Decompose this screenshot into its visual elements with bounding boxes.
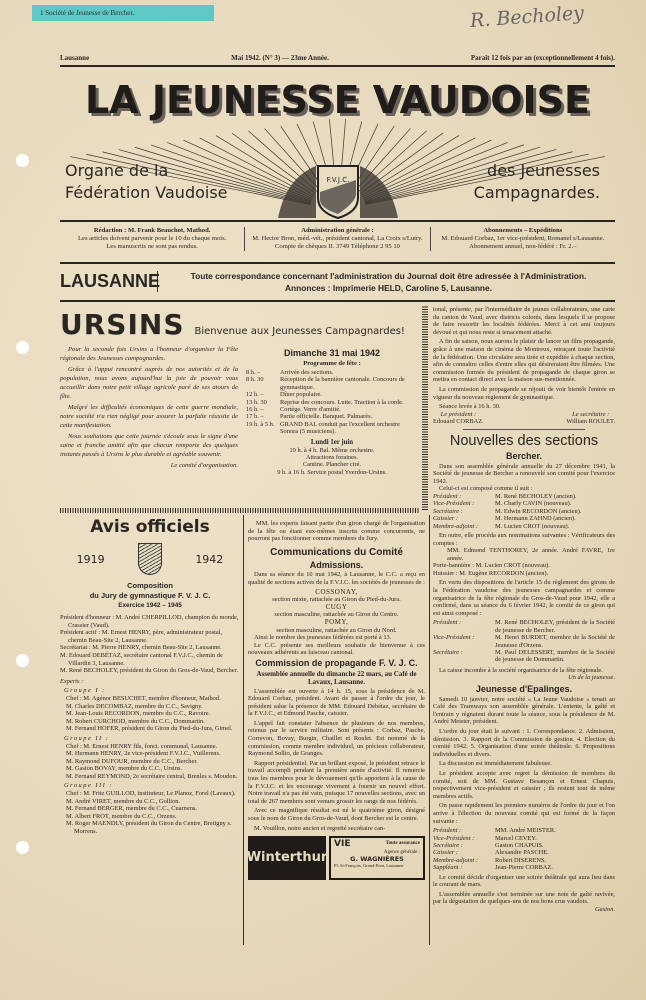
binder-hole: [16, 154, 29, 167]
committee-role: Vice-Président :: [433, 634, 475, 642]
committee-member: Alexandre PASCHE.: [495, 849, 549, 857]
committee-member: M. Hermann ZAHND (ancien).: [495, 515, 576, 523]
info-bar: [60, 227, 615, 251]
masthead-title: LA JEUNESSE VAUDOISE: [84, 78, 591, 122]
expert-entry: M. Fernand REYMOND, 2e secrétaire central, Brenles s. Moudon.: [66, 772, 238, 780]
paragraph: Le président accepte avec regret la démission de membres du comité, soit de MM. Gustave Besançon et Ernest Chapuis, respectivement vice-président et caissier ; ils restent tout de même membres actifs.: [433, 770, 615, 800]
committee-row: [433, 649, 615, 664]
program-item: Reprise des concours. Lutte. Traction à la corde.: [280, 398, 404, 406]
committee-role: Président :: [433, 827, 462, 835]
expert-entry: Chef : M. Ernest HENRY fils, fonct. communal, Lausanne.: [66, 742, 218, 750]
program-time: 8 h. 30: [246, 376, 264, 384]
paragraph: Celui-ci est composé comme il suit :: [439, 485, 533, 493]
expert-entry: M. Raymond DUFOUR, membre du C.C., Bercher.: [66, 757, 198, 765]
program-line: 19 h. à 4 h. Bal. Même orchestre.: [289, 446, 375, 454]
committee-row: [433, 634, 615, 649]
ad-address: Pl. St-François, Grand-Pont, Lausanne: [334, 863, 404, 869]
jury-exercise: Exercice 1942 – 1945: [118, 602, 182, 609]
paragraph: Dans sa séance du 10 mai 1942, à Lausanne, le C.C. a reçu en qualité de sections actives de la F.V.J.C. les sociétés de jeunesses de :: [248, 571, 425, 586]
committee-member: Marcel CEVEY.: [495, 834, 537, 842]
dateline: [60, 54, 615, 62]
expert-entry: Chef : M. Agénor BESUCHET, membre d'honneur, Mathod.: [66, 694, 221, 702]
expert-entry: M. Charles DECOMBAZ, membre du C.C., Savigny.: [66, 702, 203, 710]
paragraph: MM. les experts faisant partie d'un giron chargé de l'organisation de la fête ou étant eux-mêmes inscrits comme concurrents, ne pourront pas fonctionner comme membres du Jury.: [248, 520, 425, 543]
column-rule: [243, 515, 244, 945]
info-line: M. Hector Bron, méd.-vét., président cantonal, La Croix s/Lutry.: [252, 235, 423, 242]
paragraph: Rapport présidentiel. Par un brillant exposé, le président retrace le travail accompli pendant la première année d'activité. Il remercie tous les membres pour le dévouement qu'ils apportent à la cause de la F.V.J.C. et les encourage vivement à fournir un nouvel effort. Notre travail n'a pas été vain, puisque 17 nouvelles sections, avec un total de 267 membres sont venues grossir les rangs de nos fédérés.: [248, 759, 425, 805]
admissions-title: Admissions.: [309, 559, 364, 570]
signature-name: William ROULET.: [566, 418, 615, 426]
paragraph: L'assemblée annuelle s'est terminée sur une note de gaîté ravivée, par la dégustation de quelques-uns de nos bons crus vaudois.: [433, 890, 615, 906]
admissions-list: [248, 589, 425, 635]
jury-entry: M. René BECHOLEY, président du Giron du Gros-de-Vaud, Bercher.: [60, 667, 239, 675]
expert-entry: M. Fernand BERGER, membre du C.C., Cuarnens.: [66, 805, 197, 813]
program-time: 16 h. –: [246, 406, 264, 414]
banner-line: Toute correspondance concernant l'administration du Journal doit être adressée à l'Administration.: [190, 270, 587, 281]
program-line: Attractions foraines.: [305, 454, 359, 462]
paragraph: La commission de propagande se réjouit de voir bientôt l'entrée en vigueur du nouveau règlement de gymnastique.: [433, 385, 615, 401]
jury-entry: Secrétariat : M. Pierre HENRY, chemin Beau-Site 2, Lausanne.: [60, 644, 222, 652]
info-head: Administration générale :: [301, 227, 374, 234]
ursins-article: [60, 308, 418, 476]
committee-row: [433, 500, 615, 507]
program-item: GRAND BAL conduit par l'excellent orchestre Sonora (5 musiciens).: [280, 420, 400, 436]
middle-column: [248, 520, 425, 880]
committee-member: MM. André MEISTER.: [495, 827, 556, 835]
committee-row: [433, 508, 615, 515]
epalinges-committee: [433, 827, 615, 871]
paragraph: tonal, présente, par l'intermédiaire de jeunes collaborateurs, une carte du canton de Vaud, avec districts colorés, dans lesquels il se propose de faire ressortir les localités fédérées. Merci à cet ami toujours dévoué et qui nous reste si tenacement attaché.: [433, 306, 615, 336]
paragraph: Porte-bannière : M. Lucien CROT (nouveau).: [433, 562, 550, 570]
jury-entry: Président d'honneur : M. André CHERPILLOD, champion du monde, Crassier (Vaud).: [60, 614, 239, 629]
paragraph: Avec ce magnifique résultat est né le quatrième giron, désigné sous le nom de Giron du Gros-de-Vaud, dont Bercher est le centre.: [248, 807, 425, 822]
handwritten-signature: R. Becholey: [469, 2, 585, 32]
committee-role: Membre-adjoint :: [433, 856, 479, 864]
program-item: Cortège. Verre d'amitié.: [280, 406, 341, 414]
ad-line: Toute assurance: [385, 841, 420, 847]
ad-vie: VIE: [334, 839, 351, 850]
dateline-issue: Mai 1942. (N° 3) — 23me Année.: [231, 54, 329, 62]
archive-label: 1 Société de Jeunesse de Bercher.: [32, 5, 214, 21]
paragraph: Huissier : M. Eugène RECORDON (ancien).: [433, 569, 549, 577]
committee-role: Vice-Président :: [433, 834, 475, 842]
propaganda-subtitle: Assemblée annuelle du dimanche 22 mars, au Café de Lavaux, Lausanne.: [256, 669, 417, 686]
ursins-subtitle: Bienvenue aux Jeunesses Campagnardes!: [194, 326, 405, 337]
dateline-city: Lausanne: [60, 54, 90, 62]
ursins-program: [246, 345, 418, 476]
committee-row: [433, 849, 615, 856]
program-line: 9 h. à 16 h. Service postal Yverdon-Ursins.: [277, 468, 387, 476]
committee-row: [433, 619, 615, 634]
paragraph: La discussion est immédiatement fabuleuse.: [439, 760, 552, 768]
committee-row: [433, 515, 615, 522]
paragraph: Le comité décide d'organiser une soirée théâtrale qui aura lieu dans le courant de mars.: [433, 873, 615, 889]
jury-entry: Président actif : M. Ernest HENRY, père, administrateur postal, chemin Beau-Site 2, Lausanne.: [60, 629, 223, 644]
year-left: 1919: [76, 552, 105, 566]
program-list: [246, 369, 418, 436]
signoff: Le comité d'organisation.: [170, 462, 238, 469]
masthead-subtitle-right: [455, 160, 600, 204]
info-administration: [245, 227, 430, 251]
admitted-society: POMY,: [324, 617, 349, 626]
ad-agent: G. WAGNIÈRES: [350, 855, 404, 864]
signature-role: Le président :: [440, 410, 477, 418]
committee-member: Gaston CHAPUIS.: [495, 841, 544, 849]
info-line: Compte de chèques II. 3749 Téléphone 2 95 10: [275, 243, 400, 250]
committee-row: [433, 864, 615, 871]
divider: [60, 300, 615, 302]
paragraph: Ainsi le nombre des jeunesses fédérées est porté à 13.: [254, 634, 392, 642]
admitted-society-desc: section mixte, rattachée au Giron du Pied-du-Jura.: [272, 596, 401, 604]
paragraph: Le C.C. présente ses meilleurs souhaits de bienvenue à ces nouveaux adhérents au faisceau cantonal.: [248, 641, 425, 657]
binder-hole: [16, 654, 29, 667]
right-column: [433, 306, 615, 916]
committee-role: Suppléant :: [433, 864, 463, 872]
decorative-vertical-rule: [422, 306, 428, 510]
subtitle-line: des Jeunesses: [487, 161, 600, 180]
subtitle-line: Campagnardes.: [473, 183, 600, 202]
communications-title: Communications du Comité: [270, 546, 403, 558]
info-line: Les articles doivent parvenir pour le 10 du chaque mois.: [78, 235, 227, 242]
logo-text: F.V.J.C.: [326, 176, 350, 184]
committee-member: Jean-Pierre CORBAZ.: [495, 864, 553, 872]
avis-officiels: [60, 517, 240, 836]
propaganda-continued: [433, 306, 615, 430]
info-line: M. Edouard Corbaz, 1er vice-président, Romanel s/Lausanne.: [441, 235, 605, 242]
paragraph: Séance levée à 16 h. 30.: [439, 403, 501, 411]
dateline-frequency: Paraît 12 fois par an (exceptionnellement 4 fois).: [470, 54, 615, 62]
program-time: 19 h. à 5 h.: [246, 420, 275, 428]
paragraph: MM. Edmond TENTHOREY, 2e année. André FAVRE, 1re année.: [447, 547, 615, 562]
paragraph: En vertu des dispositions de l'article 15 du règlement des girons de la Fédération vaudoise des jeunesses campagnardes et comme organisatrice de la fête régionale du Gros-de-Vaud pour 1942, elle a confirmé, dans sa séance du 6 février 1942, le comité de ce giron qui est ainsi composé :: [433, 579, 615, 617]
divider: [60, 65, 615, 67]
admitted-society: CUGY: [325, 602, 348, 611]
propaganda-title: Commission de propagande F. V. J. C.: [255, 657, 418, 668]
paragraph: A fin de saison, nous aurons le plaisir de lancer un film propagande, grâce à une maison de cinéma de Montreux, retraçant toute l'activité de la fédération. Une circulaire sera tirée et expédiée à chaque section, afin de connaître celles d'entre elles qui désireraient être filmées. Une commission formée du président de propagande de chaque giron se mettra en contact direct avec la maison sus-mentionnée.: [433, 338, 615, 384]
committee-member: M. Paul DELESSERT, membre de la Société de jeunesse de Dommartin.: [495, 649, 615, 664]
paragraph: En outre, elle procéda aux nominations suivantes : Vérificateurs des comptes :: [433, 531, 615, 547]
committee-role: Président :: [433, 492, 462, 500]
program-time: 17 h. –: [246, 413, 264, 421]
committee-row: [433, 857, 615, 864]
committee-member: M. René BECHOLEY, président de la Société de jeunesse de Bercher.: [495, 619, 615, 634]
logo-shield-icon: [318, 166, 358, 218]
signature-role: Le secrétaire :: [572, 410, 610, 418]
expert-entry: M. Gaston BOVAY, membre du C.C., Ursins.: [66, 765, 182, 773]
expert-entry: M. Jean-Louis RECORDON, membre du C.C., Ravoire.: [66, 710, 211, 718]
signoff: Un de la jeunesse.: [568, 674, 615, 682]
winterthur-advertisement: [248, 836, 425, 880]
committee-role: Secrétaire :: [433, 649, 463, 657]
program-item: Réception de la bannière cantonale. Concours de gymnastique.: [280, 376, 405, 391]
paragraph: Pour la seconde fois Ursins a l'honneur d'organiser la Fête régionale des Jeunesses campagnardes.: [60, 346, 238, 362]
expert-entry: M. Fernand HOFER, président du Giron du Pied-du-Jura, Gimel.: [66, 725, 233, 733]
binder-hole: [16, 841, 29, 854]
shield-icon: [138, 543, 162, 575]
committee-role: Caissier :: [433, 515, 459, 523]
committee-role: Président :: [433, 619, 462, 627]
banner-line: Annonces : Imprimerie HELD, Caroline 5, Lausanne.: [284, 282, 493, 293]
expert-entry: M. Roger MAENDLY, président du Giron du Centre, Bretigny s. Morrens.: [66, 820, 232, 836]
admitted-society: COSSONAY,: [315, 587, 358, 596]
committee-role: Membre-adjoint :: [433, 522, 479, 530]
lausanne-banner: [60, 265, 615, 298]
admitted-society-desc: section masculine, rattachée au Giron du Centre.: [274, 611, 399, 619]
signoff: Gaston.: [594, 905, 615, 913]
masthead-subtitle-left: [65, 160, 228, 204]
ursins-title: URSINS: [60, 308, 185, 341]
ad-brand: Winterthur: [248, 836, 326, 880]
program-line: Cantine. Plancher ciré.: [302, 461, 362, 469]
program-title: Programme de fête :: [303, 360, 361, 367]
monday-title: Lundi 1er juin: [310, 438, 354, 446]
sections-title: Nouvelles des sections: [449, 432, 599, 449]
giron-committee: [433, 619, 615, 663]
program-item: Arrivée des sections.: [280, 369, 334, 376]
info-head: Abonnements – Expéditions: [483, 227, 563, 234]
expert-entry: M. Robert CURCHOD, membre du C.C., Dommartin.: [66, 717, 205, 725]
paragraph: M. Vouillon, notre ancien et regretté secrétaire can-: [254, 824, 386, 832]
committee-member: M. Henri BURDET, membre de la Société de Jeunesse d'Orzens.: [495, 634, 615, 649]
info-head: Rédaction : M. Frank Beauchot, Mathod.: [93, 227, 211, 234]
expert-entry: M. Albert FROT, membre du C.C., Orzens.: [66, 812, 177, 820]
paragraph: Dans son assemblée générale annuelle du 27 décembre 1941, la Société de jeunesse de Bercher a renouvelé son comité pour l'exercice 1942.: [433, 462, 615, 485]
program-item: Dîner populaire.: [280, 391, 322, 399]
committee-role: Vice-Président :: [433, 500, 475, 508]
column-rule: [429, 515, 430, 945]
admitted-society-desc: section masculine, rattachée au Giron du Nord.: [276, 626, 397, 634]
committee-member: Robert DISERENS.: [495, 856, 547, 864]
info-abonnements: [431, 227, 615, 251]
avis-title: Avis officiels: [90, 517, 210, 537]
committee-row: [433, 827, 615, 834]
decorative-horizontal-rule: [60, 508, 420, 513]
committee-member: M. Edwin RECORDON (ancien).: [495, 507, 582, 515]
binder-hole: [16, 341, 29, 354]
bercher-title: Bercher.: [505, 450, 543, 461]
group-name: Groupe III :: [64, 782, 113, 790]
bercher-committee: [433, 493, 615, 530]
program-time: 12 h. –: [246, 391, 264, 399]
expert-entry: Chef : M. Fritz GUILLOD, instituteur, Le Planoz, Forel (Lavaux).: [66, 790, 236, 798]
committee-role: Secrétaire :: [433, 841, 463, 849]
paragraph: Nous souhaitons que cette journée s'écoule sous le signe d'une saine et franche amitié afin que chacun remporte des quelques instants passés à Ursins le plus durable et agréable souvenir.: [60, 433, 238, 458]
expert-entry: M. André VIRET, membre du C.C., Gollion.: [66, 797, 181, 805]
paragraph: L'assemblée est ouverte à 14 h. 15, sous la présidence de M. Edouard Corbaz, président. Avant de passer à l'ordre du jour, le président salue la présence de MM. Edouard Debétaz, secrétaire de la F.V.J.C., et Edmond Pasche, caissier.: [248, 687, 425, 718]
jury-heading: Composition: [127, 581, 173, 590]
committee-row: [433, 523, 615, 530]
committee-member: M. Charly CAVIN (nouveau).: [495, 500, 572, 508]
banner-city: LAUSANNE: [60, 271, 161, 291]
paragraph: Samedi 10 janvier, notre société « La Jeune Vaudoise » tenait au Café des Tramways son assemblée générale. L'entente, la gaîté et l'entrain y régnaient durant toute la séance, sous la présidence de M. André Meister, président.: [433, 695, 615, 726]
group-name: Groupe II :: [64, 734, 110, 742]
jury-entry: M. Edouard DEBÉTAZ, secrétaire cantonal F.V.J.C., chemin de Villardin 3, Lausanne.: [60, 651, 223, 667]
group-name: Groupe I :: [64, 687, 106, 695]
ursins-welcome-text: [60, 345, 238, 476]
paragraph: Grâce à l'appui rencontré auprès de nos autorités et de la population, nous avons aujourd'hui la joie de pouvoir vous accueillir dans notre petit village agricole paré de ses atours de fête.: [60, 366, 238, 400]
program-time: 13 h. 30: [246, 398, 267, 406]
committee-member: M. René BECHOLEY (ancien).: [495, 492, 577, 500]
program-time: 8 h. –: [246, 369, 261, 376]
jury-list: [60, 614, 240, 836]
info-line: Abonnement annuel, non-fédéré : Fr. 2.–: [469, 243, 577, 250]
committee-row: [433, 835, 615, 842]
paragraph: On passe rapidement les premiers numéros de l'ordre du jour et l'on arrive à l'élection du nouveau comité qui est formé de la façon suivante :: [433, 802, 615, 825]
ad-line: Agence générale :: [383, 850, 420, 856]
paragraph: Malgré les difficultés économiques de cette guerre mondiale, notre société n'a rien négligé pour assurer la parfaite réussite de cette manifestation.: [60, 404, 238, 429]
monday-program: [246, 447, 418, 477]
info-redaction: [60, 227, 245, 251]
program-date: Dimanche 31 mai 1942: [283, 348, 381, 358]
divider: [60, 220, 615, 222]
info-line: Les manuscrits ne sont pas rendus.: [106, 243, 198, 250]
divider: [463, 429, 585, 430]
year-right: 1942: [195, 552, 224, 566]
paragraph: La caisse incombe à la société organisatrice de la fête régionale.: [439, 666, 603, 674]
paragraph: L'appel fait constater l'absence de plusieurs de nos membres, retenus par le service militaire. Sont présents : Corbaz, Pasche, Correvon, Bovay, Burgin, Chaillet et Roulet. Est nommé de la commission, comme membre individuel, un précieux collaborateur, Raymond Sollio, de Granges.: [248, 719, 425, 758]
program-item: Partie officielle. Banquet. Palmarès.: [280, 413, 373, 421]
subtitle-line: Organe de la: [65, 161, 169, 180]
committee-role: Secrétaire :: [433, 507, 463, 515]
experts-label: Experts :: [60, 677, 84, 685]
signature-name: Edouard CORBAZ.: [433, 418, 484, 426]
expert-entry: M. Hermann HENRY, 2e vice-président F.V.J.C., Vuillerens.: [66, 750, 221, 758]
subtitle-line: Fédération Vaudoise: [65, 183, 228, 202]
committee-role: Caissier :: [433, 849, 459, 857]
committee-row: [433, 842, 615, 849]
epalinges-title: Jeunesse d'Epalinges.: [475, 684, 573, 695]
paragraph: L'ordre du jour était le suivant : 1. Correspondance. 2. Admission, démission. 3. Rapport de la Commission de gestion. 4. Election du comité 1942. 5. Organisation d'une soirée théâtrale. 6. Propositions individuelles et divers.: [433, 728, 615, 758]
jury-heading: du Jury de gymnastique F. V. J. C.: [89, 591, 211, 600]
committee-row: [433, 493, 615, 500]
divider: [60, 262, 615, 264]
committee-member: M. Lucien CROT (nouveau).: [495, 522, 570, 530]
sections-news: [433, 433, 615, 914]
